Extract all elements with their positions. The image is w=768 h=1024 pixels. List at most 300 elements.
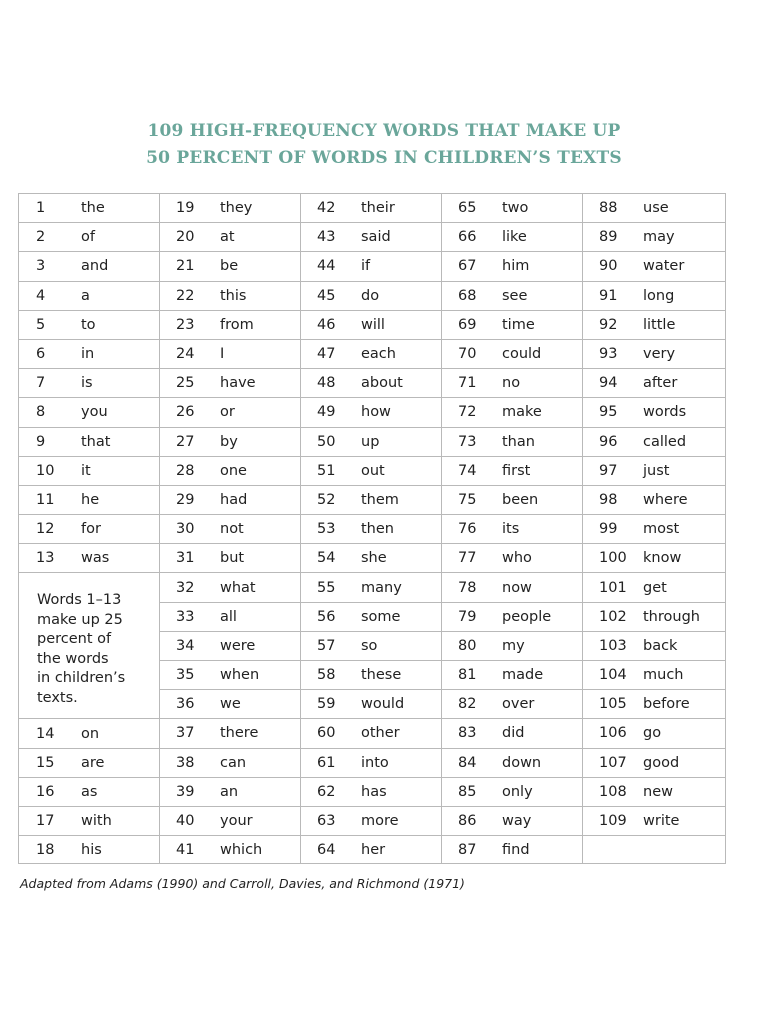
word-rank: 60 xyxy=(317,725,336,742)
table-row xyxy=(160,339,300,368)
table-row xyxy=(301,310,441,339)
table-row xyxy=(19,397,159,426)
word-column-5 xyxy=(582,193,726,864)
word-rank: 28 xyxy=(176,462,195,479)
word-rank: 72 xyxy=(458,404,477,421)
table-row xyxy=(583,514,725,543)
word-rank: 44 xyxy=(317,258,336,275)
table-row xyxy=(19,456,159,485)
word-rank: 77 xyxy=(458,550,477,567)
table-row xyxy=(442,748,582,777)
word-rank: 21 xyxy=(176,258,195,275)
word-text: some xyxy=(361,608,401,625)
word-text: words xyxy=(643,404,687,421)
word-text: in xyxy=(81,346,95,363)
word-text: the xyxy=(81,200,105,217)
word-rank: 96 xyxy=(599,433,618,450)
word-text: most xyxy=(643,521,680,538)
word-text: an xyxy=(220,783,239,800)
word-rank: 25 xyxy=(176,375,195,392)
table-row xyxy=(160,281,300,310)
word-text: by xyxy=(220,433,238,450)
table-row xyxy=(583,456,725,485)
word-rank: 104 xyxy=(599,667,627,684)
table-row xyxy=(301,368,441,397)
word-text: from xyxy=(220,316,254,333)
word-rank: 40 xyxy=(176,813,195,830)
word-rank: 53 xyxy=(317,521,336,538)
word-text: may xyxy=(643,229,675,246)
word-rank: 4 xyxy=(36,287,46,304)
word-text: he xyxy=(81,491,100,508)
word-text: what xyxy=(220,579,256,596)
empty-cell xyxy=(583,835,725,864)
word-rank: 68 xyxy=(458,287,477,304)
table-row xyxy=(583,631,725,660)
table-row xyxy=(301,397,441,426)
word-rank: 63 xyxy=(317,813,336,830)
table-row xyxy=(583,427,725,456)
table-row xyxy=(160,806,300,835)
word-rank: 92 xyxy=(599,316,618,333)
word-rank: 82 xyxy=(458,696,477,713)
table-row xyxy=(301,777,441,806)
table-row xyxy=(19,427,159,456)
word-rank: 70 xyxy=(458,346,477,363)
table-row xyxy=(19,368,159,397)
word-rank: 80 xyxy=(458,637,477,654)
table-row xyxy=(442,572,582,601)
word-rank: 90 xyxy=(599,258,618,275)
table-row xyxy=(583,485,725,514)
word-rank: 34 xyxy=(176,637,195,654)
table-row xyxy=(19,193,159,222)
word-rank: 67 xyxy=(458,258,477,275)
note-line: percent of xyxy=(37,631,112,648)
word-text: made xyxy=(502,667,544,684)
word-text: use xyxy=(643,200,669,217)
word-text: they xyxy=(220,200,253,217)
word-rank: 27 xyxy=(176,433,195,450)
word-rank: 51 xyxy=(317,462,336,479)
word-text: as xyxy=(81,783,98,800)
word-rank: 7 xyxy=(36,375,46,392)
table-row xyxy=(442,310,582,339)
word-rank: 23 xyxy=(176,316,195,333)
word-rank: 99 xyxy=(599,521,618,538)
word-rank: 79 xyxy=(458,608,477,625)
word-rank: 84 xyxy=(458,754,477,771)
word-rank: 31 xyxy=(176,550,195,567)
table-row xyxy=(442,397,582,426)
word-text: when xyxy=(220,667,260,684)
word-rank: 15 xyxy=(36,754,55,771)
word-text: I xyxy=(220,346,225,363)
table-row xyxy=(583,543,725,572)
table-row xyxy=(442,660,582,689)
word-text: have xyxy=(220,375,256,392)
table-row xyxy=(301,222,441,251)
word-text: her xyxy=(361,841,386,858)
table-row xyxy=(442,835,582,864)
table-row xyxy=(442,339,582,368)
table-row xyxy=(583,602,725,631)
word-text: write xyxy=(643,813,680,830)
word-rank: 66 xyxy=(458,229,477,246)
word-text: way xyxy=(502,813,532,830)
word-rank: 83 xyxy=(458,725,477,742)
word-text: your xyxy=(220,813,253,830)
table-row xyxy=(583,368,725,397)
table-row xyxy=(301,456,441,485)
word-rank: 100 xyxy=(599,550,627,567)
table-row xyxy=(160,251,300,280)
table-row xyxy=(301,718,441,747)
word-text: my xyxy=(502,637,525,654)
word-text: first xyxy=(502,462,531,479)
table-row xyxy=(160,368,300,397)
word-column-4 xyxy=(441,193,582,864)
word-rank: 49 xyxy=(317,404,336,421)
word-rank: 74 xyxy=(458,462,477,479)
table-row xyxy=(301,748,441,777)
word-text: would xyxy=(361,696,405,713)
word-text: little xyxy=(643,316,676,333)
word-rank: 75 xyxy=(458,491,477,508)
table-row xyxy=(442,806,582,835)
word-rank: 76 xyxy=(458,521,477,538)
table-row xyxy=(442,222,582,251)
word-text: to xyxy=(81,316,96,333)
word-text: back xyxy=(643,637,678,654)
word-rank: 89 xyxy=(599,229,618,246)
word-rank: 17 xyxy=(36,813,55,830)
word-rank: 65 xyxy=(458,200,477,217)
word-text: been xyxy=(502,491,539,508)
table-row xyxy=(442,251,582,280)
table-row xyxy=(583,222,725,251)
word-text: know xyxy=(643,550,682,567)
table-row xyxy=(160,514,300,543)
word-text: for xyxy=(81,521,101,538)
word-rank: 8 xyxy=(36,404,46,421)
word-rank: 29 xyxy=(176,491,195,508)
table-row xyxy=(19,777,159,806)
word-text: we xyxy=(220,696,241,713)
word-text: were xyxy=(220,637,256,654)
word-rank: 58 xyxy=(317,667,336,684)
word-rank: 61 xyxy=(317,754,336,771)
table-row xyxy=(160,631,300,660)
word-rank: 59 xyxy=(317,696,336,713)
table-row xyxy=(19,251,159,280)
table-row xyxy=(160,660,300,689)
table-row xyxy=(301,543,441,572)
word-rank: 19 xyxy=(176,200,195,217)
title-line-2: 50 PERCENT OF WORDS IN CHILDREN’S TEXTS xyxy=(146,148,622,168)
table-row xyxy=(19,339,159,368)
word-rank: 87 xyxy=(458,841,477,858)
word-text: only xyxy=(502,783,533,800)
word-rank: 2 xyxy=(36,229,46,246)
word-text: at xyxy=(220,229,235,246)
word-rank: 69 xyxy=(458,316,477,333)
word-column-1 xyxy=(18,193,159,864)
word-rank: 30 xyxy=(176,521,195,538)
table-row xyxy=(583,689,725,718)
word-text: over xyxy=(502,696,535,713)
word-rank: 62 xyxy=(317,783,336,800)
word-rank: 109 xyxy=(599,813,627,830)
word-text: of xyxy=(81,229,95,246)
word-text: after xyxy=(643,375,678,392)
table-row xyxy=(442,777,582,806)
word-text: are xyxy=(81,754,105,771)
word-text: called xyxy=(643,433,687,450)
word-text: will xyxy=(361,316,385,333)
word-text: new xyxy=(643,783,673,800)
word-rank: 98 xyxy=(599,491,618,508)
word-rank: 50 xyxy=(317,433,336,450)
word-text: time xyxy=(502,316,535,333)
word-rank: 1 xyxy=(36,200,46,217)
word-rank: 57 xyxy=(317,637,336,654)
word-text: other xyxy=(361,725,400,742)
word-rank: 86 xyxy=(458,813,477,830)
word-rank: 13 xyxy=(36,550,55,567)
word-rank: 97 xyxy=(599,462,618,479)
word-text: no xyxy=(502,375,521,392)
table-row xyxy=(160,310,300,339)
table-row xyxy=(442,602,582,631)
table-row xyxy=(583,281,725,310)
table-row xyxy=(301,572,441,601)
word-text: was xyxy=(81,550,110,567)
title-line-1: 109 HIGH-FREQUENCY WORDS THAT MAKE UP xyxy=(147,121,621,141)
word-text: two xyxy=(502,200,529,217)
word-text: his xyxy=(81,841,102,858)
word-text: who xyxy=(502,550,532,567)
table-row xyxy=(583,777,725,806)
table-row xyxy=(160,427,300,456)
table-row xyxy=(301,602,441,631)
page-title xyxy=(0,118,768,172)
word-text: is xyxy=(81,375,93,392)
word-rank: 3 xyxy=(36,258,46,275)
table-row xyxy=(301,631,441,660)
table-row xyxy=(301,835,441,864)
word-rank: 41 xyxy=(176,841,195,858)
table-row xyxy=(301,427,441,456)
table-row xyxy=(19,718,159,747)
table-row xyxy=(19,806,159,835)
table-row xyxy=(583,718,725,747)
note-line: in children’s xyxy=(37,670,126,687)
word-text: it xyxy=(81,462,91,479)
word-rank: 22 xyxy=(176,287,195,304)
table-row xyxy=(301,485,441,514)
word-text: if xyxy=(361,258,371,275)
table-row xyxy=(301,251,441,280)
table-row xyxy=(160,602,300,631)
note-line: texts. xyxy=(37,689,78,706)
word-text: water xyxy=(643,258,685,275)
word-text: has xyxy=(361,783,387,800)
word-text: or xyxy=(220,404,235,421)
word-rank: 10 xyxy=(36,462,55,479)
table-row xyxy=(442,281,582,310)
table-row xyxy=(19,514,159,543)
word-rank: 52 xyxy=(317,491,336,508)
table-row xyxy=(301,806,441,835)
word-rank: 9 xyxy=(36,433,46,450)
word-text: on xyxy=(81,725,100,742)
word-text: all xyxy=(220,608,237,625)
word-rank: 85 xyxy=(458,783,477,800)
table-row xyxy=(301,660,441,689)
word-text: a xyxy=(81,287,90,304)
table-row xyxy=(301,281,441,310)
table-row xyxy=(160,543,300,572)
word-text: find xyxy=(502,841,530,858)
word-text: not xyxy=(220,521,244,538)
word-rank: 91 xyxy=(599,287,618,304)
table-row xyxy=(160,718,300,747)
word-text: him xyxy=(502,258,530,275)
word-rank: 48 xyxy=(317,375,336,392)
word-rank: 39 xyxy=(176,783,195,800)
word-rank: 12 xyxy=(36,521,55,538)
word-rank: 106 xyxy=(599,725,627,742)
word-text: much xyxy=(643,667,684,684)
word-rank: 26 xyxy=(176,404,195,421)
word-rank: 103 xyxy=(599,637,627,654)
word-text: go xyxy=(643,725,662,742)
word-rank: 32 xyxy=(176,579,195,596)
word-rank: 46 xyxy=(317,316,336,333)
word-text: through xyxy=(643,608,700,625)
table-row xyxy=(583,660,725,689)
word-text: their xyxy=(361,200,395,217)
word-rank: 43 xyxy=(317,229,336,246)
word-rank: 93 xyxy=(599,346,618,363)
word-rank: 94 xyxy=(599,375,618,392)
word-text: that xyxy=(81,433,111,450)
word-text: how xyxy=(361,404,391,421)
table-row xyxy=(442,193,582,222)
word-rank: 38 xyxy=(176,754,195,771)
word-rank: 71 xyxy=(458,375,477,392)
word-text: could xyxy=(502,346,542,363)
source-citation: Adapted from Adams (1990) and Carroll, Davies, and Richmond (1971) xyxy=(20,876,465,891)
table-row xyxy=(583,806,725,835)
table-row xyxy=(19,281,159,310)
word-rank: 81 xyxy=(458,667,477,684)
word-text: more xyxy=(361,813,399,830)
word-rank: 35 xyxy=(176,667,195,684)
word-rank: 78 xyxy=(458,579,477,596)
table-row xyxy=(583,748,725,777)
word-column-3 xyxy=(300,193,441,864)
word-text: with xyxy=(81,813,112,830)
word-rank: 14 xyxy=(36,725,55,742)
word-rank: 11 xyxy=(36,491,55,508)
word-column-2 xyxy=(159,193,300,864)
table-row xyxy=(19,835,159,864)
word-text: and xyxy=(81,258,109,275)
word-rank: 56 xyxy=(317,608,336,625)
word-text: each xyxy=(361,346,396,363)
word-text: these xyxy=(361,667,402,684)
word-text: did xyxy=(502,725,525,742)
table-row xyxy=(583,397,725,426)
table-row xyxy=(583,251,725,280)
word-text: people xyxy=(502,608,552,625)
word-rank: 6 xyxy=(36,346,46,363)
word-rank: 24 xyxy=(176,346,195,363)
table-row xyxy=(442,543,582,572)
word-rank: 105 xyxy=(599,696,627,713)
word-rank: 5 xyxy=(36,316,46,333)
table-row xyxy=(442,368,582,397)
word-text: before xyxy=(643,696,690,713)
table-row xyxy=(19,310,159,339)
table-row xyxy=(301,689,441,718)
word-text: get xyxy=(643,579,667,596)
word-rank: 102 xyxy=(599,608,627,625)
table-row xyxy=(301,339,441,368)
table-row xyxy=(583,310,725,339)
word-rank: 55 xyxy=(317,579,336,596)
word-text: see xyxy=(502,287,528,304)
table-row xyxy=(160,777,300,806)
word-text: than xyxy=(502,433,535,450)
word-text: like xyxy=(502,229,527,246)
word-rank: 20 xyxy=(176,229,195,246)
table-row xyxy=(160,485,300,514)
table-row xyxy=(442,456,582,485)
word-text: about xyxy=(361,375,403,392)
word-rank: 73 xyxy=(458,433,477,450)
table-row xyxy=(160,222,300,251)
word-text: out xyxy=(361,462,385,479)
word-rank: 108 xyxy=(599,783,627,800)
table-row xyxy=(160,572,300,601)
word-rank: 54 xyxy=(317,550,336,567)
word-text: then xyxy=(361,521,394,538)
word-text: there xyxy=(220,725,259,742)
word-text: had xyxy=(220,491,248,508)
word-text: said xyxy=(361,229,391,246)
table-row xyxy=(301,193,441,222)
table-row xyxy=(442,718,582,747)
word-text: can xyxy=(220,754,247,771)
word-text: one xyxy=(220,462,247,479)
word-rank: 16 xyxy=(36,783,55,800)
note-box xyxy=(19,572,159,718)
word-text: do xyxy=(361,287,380,304)
word-rank: 18 xyxy=(36,841,55,858)
word-text: very xyxy=(643,346,676,363)
word-rank: 88 xyxy=(599,200,618,217)
word-rank: 45 xyxy=(317,287,336,304)
table-row xyxy=(160,689,300,718)
table-row xyxy=(442,689,582,718)
note-line: Words 1–13 xyxy=(37,592,122,609)
word-rank: 47 xyxy=(317,346,336,363)
word-text: where xyxy=(643,491,688,508)
word-text: you xyxy=(81,404,108,421)
